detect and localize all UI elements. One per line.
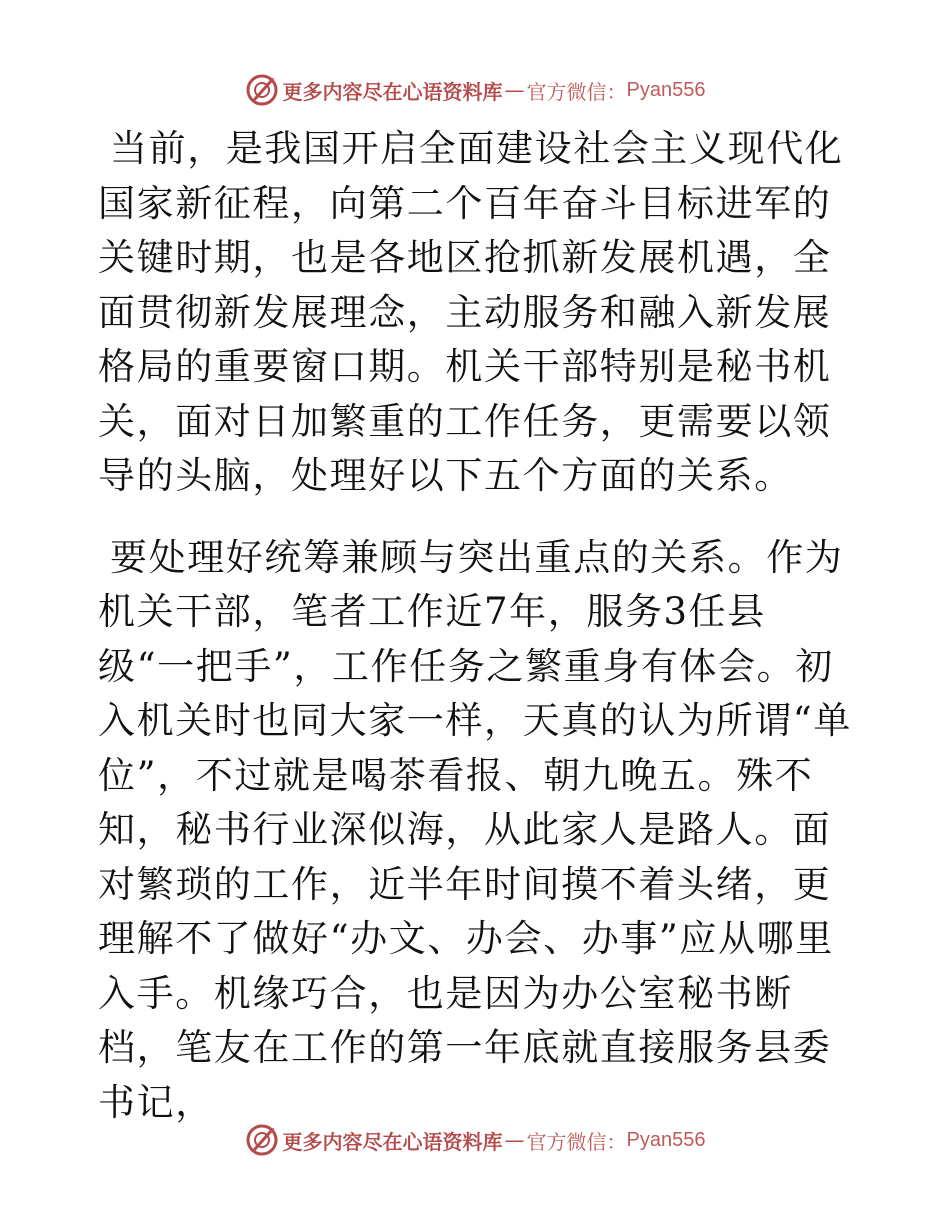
footer-slogan: 更多内容尽在心语资料库 [282,1129,503,1154]
footer-wechat-id: Pyan556 [626,1128,706,1151]
footer-wechat-label: 官方微信： [526,1129,627,1154]
brand-logo-icon [245,1123,279,1157]
paragraph-relationship-one: 要处理好统筹兼顾与突出重点的关系。作为机关干部，笔者工作近7年，服务3任县级“一把手”，工作任务之繁重身有体会。初入机关时也同大家一样，天真的认为所谓“单位”，不过就是喝茶看报、朝九晚五。殊不知，秘书行业深似海，从此家人是路人。面对繁琐的工作，近半年时间摸不着头绪，更理解不了做好“办文、办会、办事”应从哪里入手。机缘巧合，也是因为办公室秘书断档，笔友在工作的第一年底就直接服务县委书记， [98,535,852,1124]
header-banner [0,70,950,110]
paragraph-intro: 当前，是我国开启全面建设社会主义现代化国家新征程，向第二个百年奋斗目标进军的关键时期，也是各地区抢抓新发展机遇，全面贯彻新发展理念，主动服务和融入新发展格局的重要窗口期。机关干部特别是秘书机关，面对日加繁重的工作任务，更需要以领导的头脑，处理好以下五个方面的关系。 [98,127,844,497]
header-slogan: 更多内容尽在心语资料库 [282,79,503,104]
header-wechat-id: Pyan556 [626,78,706,101]
header-separator: — [504,78,525,102]
document-body [98,122,858,1130]
footer-separator: — [504,1128,525,1152]
header-wechat-label: 官方微信： [526,79,627,104]
brand-logo-icon [245,73,279,107]
footer-banner [0,1120,950,1160]
